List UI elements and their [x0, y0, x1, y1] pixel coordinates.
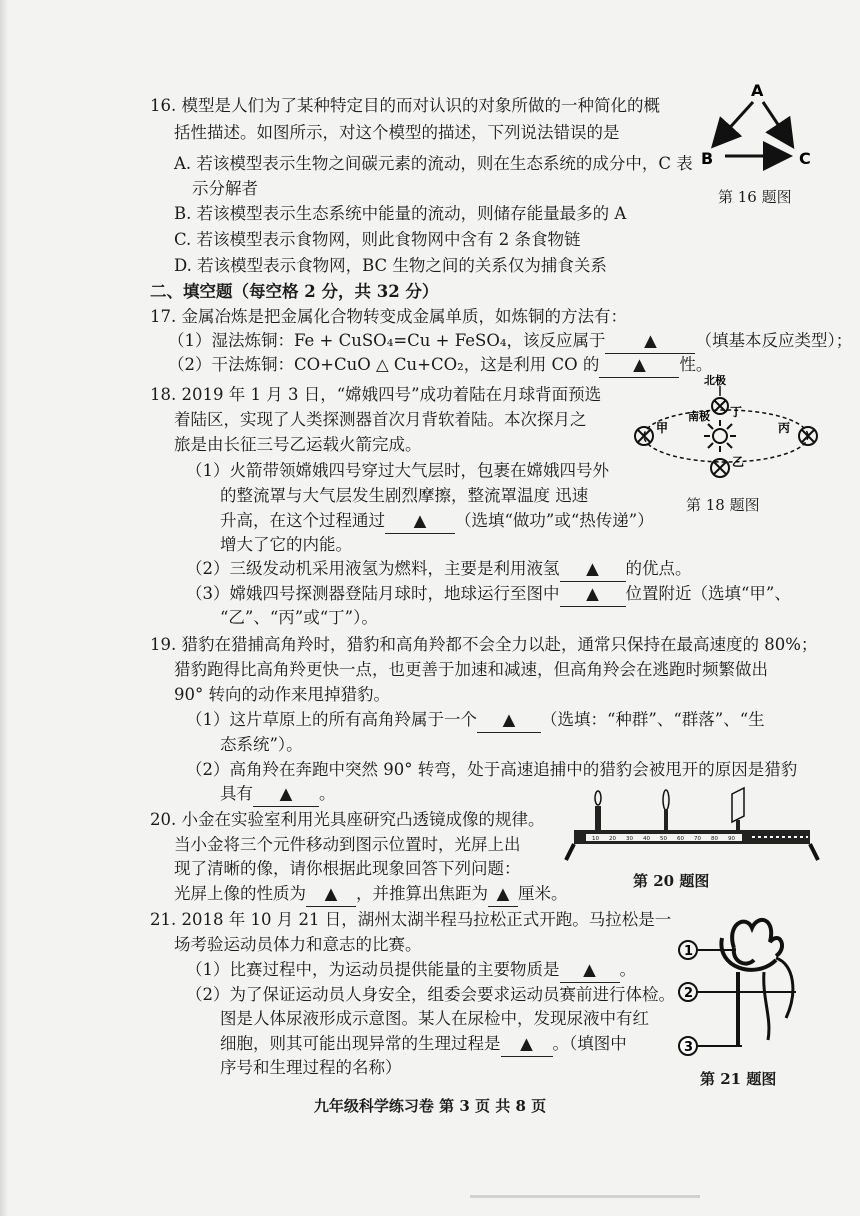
bench-scale-label: 30	[626, 836, 633, 842]
blank-answer: ▲	[560, 557, 626, 582]
node-a-label: A	[751, 81, 764, 100]
bench-scale-label: 70	[694, 836, 701, 842]
light-screen-icon	[732, 788, 744, 830]
blank-answer: ▲	[253, 782, 319, 807]
q18-orbit-figure	[628, 372, 824, 492]
south-pole-label: 南极	[688, 410, 710, 423]
q21-figure-caption: 第 21 题图	[700, 1070, 777, 1088]
bench-scale-label: 80	[711, 836, 718, 842]
q17-part-2: （2）干法炼铜：CO+CuO △ Cu+CO₂，这是利用 CO 的 ▲ 性。	[168, 353, 712, 378]
q20-stem-3: 现了清晰的像，请你根据此现象回答下列问题：	[174, 859, 521, 878]
bench-scale-label: 50	[660, 836, 667, 842]
q21-part-2-3: 细胞，则其可能出现异常的生理过程是 ▲ 。（填图中	[220, 1032, 627, 1057]
q16-option-d: D. 若该模型表示食物网，BC 生物之间的关系仅为捕食关系	[174, 256, 607, 275]
q18-figure-caption: 第 18 题图	[686, 496, 760, 514]
q16-stem-2: 括性描述。如图所示，对这个模型的描述，下列说法错误的是	[174, 123, 620, 142]
q18-stem-2: 着陆区，实现了人类探测器首次月背软着陆。本次探月之	[174, 410, 587, 429]
blank-answer: ▲	[306, 882, 356, 907]
q21-nephron-figure	[676, 908, 826, 1058]
scan-artifact	[470, 1195, 700, 1198]
q20-optical-bench-figure	[562, 784, 822, 868]
q21-stem-1: 21. 2018 年 10 月 21 日，湖州太湖半程马拉松正式开跑。马拉松是一	[150, 910, 672, 929]
bench-scale-label: 20	[609, 836, 616, 842]
q16-triangle-figure	[695, 80, 825, 172]
q21-stem-2: 场考验运动员体力和意志的比赛。	[174, 935, 422, 954]
q21-part-2-4: 序号和生理过程的名称）	[220, 1058, 402, 1077]
node-b-label: B	[701, 149, 714, 168]
q20-figure-caption: 第 20 题图	[633, 872, 710, 890]
q21-part-2-1: （2）为了保证运动员人身安全，组委会要求运动员赛前进行体检。	[186, 985, 675, 1004]
q20-stem-2: 当小金将三个元件移动到图示位置时，光屏上出	[174, 835, 521, 854]
q19-part-1: （1）这片草原上的所有高角羚属于一个 ▲ （选填：“种群”、“群落”、“生	[186, 708, 765, 733]
number-3-label: 3	[684, 1040, 694, 1055]
position-bing-label: 丙	[778, 421, 791, 435]
q19-stem-1: 19. 猎豹在猎捕高角羚时，猎豹和高角羚都不会全力以赴，通常只保持在最高速度的 80%；	[150, 635, 818, 654]
q20-stem-1: 20. 小金在实验室利用光具座研究凸透镜成像的规律。	[150, 810, 545, 829]
blank-answer: ▲	[560, 582, 626, 607]
q18-part-3: （3）嫦娥四号探测器登陆月球时，地球运行至图中 ▲ 位置附近（选填“甲”、	[186, 582, 791, 607]
q19-part-1-2: 态系统”）。	[220, 735, 303, 754]
q18-part-1-2: 的整流罩与大气层发生剧烈摩擦，整流罩温度 迅速	[220, 486, 589, 505]
number-1-label: 1	[684, 944, 694, 959]
q16-stem-1: 16. 模型是人们为了某种特定目的而对认识的对象所做的一种简化的概	[150, 96, 660, 115]
bench-scale-label: 40	[643, 836, 650, 842]
number-2-label: 2	[684, 986, 694, 1001]
q16-figure-caption: 第 16 题图	[718, 188, 792, 206]
q16-option-a-2: 示分解者	[192, 179, 258, 198]
bench-scale-label: 10	[592, 836, 599, 842]
blank-answer: ▲	[605, 329, 695, 354]
earth-bing-icon	[799, 427, 817, 445]
q18-stem-1: 18. 2019 年 1 月 3 日，“嫦娥四号”成功着陆在月球背面预选	[150, 385, 602, 404]
bench-scale-label: 90	[728, 836, 735, 842]
q19-part-2: （2）高角羚在奔跑中突然 90° 转弯，处于高速追捕中的猎豹会被甩开的原因是猎豹	[186, 760, 798, 779]
page-footer: 九年级科学练习卷 第 3 页 共 8 页	[313, 1097, 547, 1115]
q18-part-1-1: （1）火箭带领嫦娥四号穿过大气层时，包裹在嫦娥四号外	[186, 461, 609, 480]
q21-part-1: （1）比赛过程中，为运动员提供能量的主要物质是 ▲ 。	[186, 958, 636, 983]
candle-icon	[595, 791, 601, 830]
q16-option-a-1: A. 若该模型表示生物之间碳元素的流动，则在生态系统的成分中，C 表	[174, 154, 693, 173]
q16-option-c: C. 若该模型表示食物网，则此食物网中含有 2 条食物链	[174, 230, 581, 249]
q19-stem-3: 90° 转向的动作来甩掉猎豹。	[174, 685, 390, 704]
position-jia-label: 甲	[656, 421, 669, 435]
q18-part-1-4: 增大了它的内能。	[220, 535, 352, 554]
blank-answer: ▲	[501, 1032, 553, 1057]
earth-jia-icon	[635, 427, 653, 445]
position-yi-label: 乙	[732, 455, 745, 469]
q18-part-2: （2）三级发动机采用液氢为燃料，主要是利用液氢 ▲ 的优点。	[186, 557, 692, 582]
blank-answer: ▲	[385, 509, 455, 534]
q17-part-1: （1）湿法炼铜：Fe + CuSO₄=Cu + FeSO₄，该反应属于 ▲ （填基本反应类型）；	[168, 329, 852, 354]
convex-lens-icon	[663, 790, 669, 830]
north-pole-label: 北极	[704, 374, 726, 387]
q18-part-1-3: 升高，在这个过程通过 ▲ （选填“做功”或“热传递”）	[220, 509, 654, 534]
q19-part-2-2: 具有 ▲ 。	[220, 782, 336, 807]
section-2-title: 二、填空题（每空格 2 分，共 32 分）	[150, 282, 439, 301]
q19-stem-2: 猎豹跑得比高角羚更快一点，也更善于加速和减速，但高角羚会在逃跑时频繁做出	[174, 660, 768, 679]
q21-part-2-2: 图是人体尿液形成示意图。某人在尿检中，发现尿液中有红	[220, 1009, 649, 1028]
earth-yi-icon	[711, 459, 729, 477]
blank-answer: ▲	[560, 958, 620, 983]
blank-answer: ▲	[477, 708, 541, 733]
position-ding-label: 丁	[730, 405, 743, 419]
q17-stem: 17. 金属冶炼是把金属化合物转变成金属单质，如炼铜的方法有：	[150, 307, 627, 326]
blank-answer: ▲	[488, 882, 518, 907]
q20-stem-4: 光屏上像的性质为 ▲ ，并推算出焦距为 ▲ 厘米。	[174, 882, 568, 907]
bench-scale-label: 60	[677, 836, 684, 842]
scan-edge-shadow	[0, 0, 8, 1216]
blank-answer: ▲	[599, 353, 679, 378]
q16-option-b: B. 若该模型表示生态系统中能量的流动，则储存能量最多的 A	[174, 204, 627, 223]
q18-part-3-2: “乙”、“丙”或“丁”）。	[220, 608, 378, 627]
q18-stem-3: 旅是由长征三号乙运载火箭完成。	[174, 435, 422, 454]
node-c-label: C	[799, 149, 811, 168]
